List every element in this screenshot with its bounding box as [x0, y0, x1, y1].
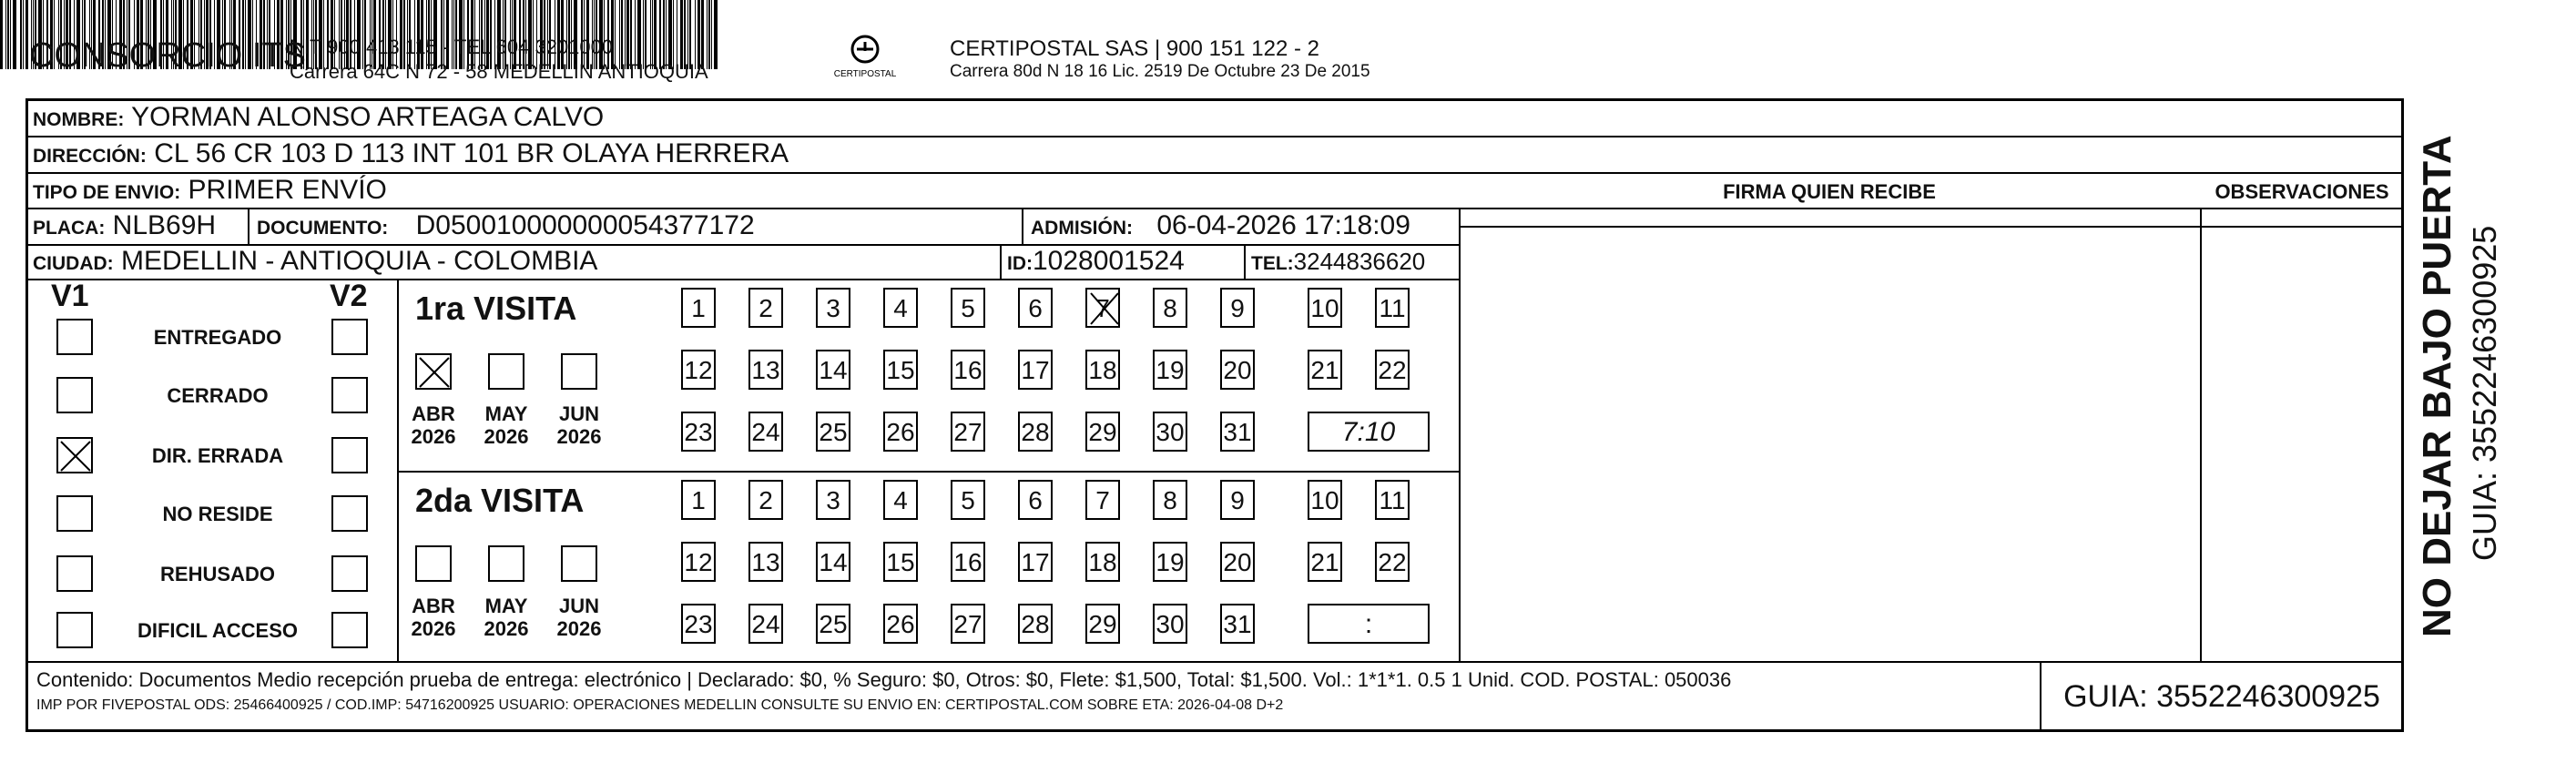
day-box[interactable]: 2: [748, 288, 783, 328]
v1-checkbox-checked[interactable]: [56, 437, 93, 473]
placa-label: PLACA:: [33, 218, 106, 239]
v2-checkbox[interactable]: [331, 319, 368, 355]
day-box[interactable]: 13: [748, 542, 783, 582]
footer-contenido: Contenido: Documentos Medio recepción prueba de entrega: electrónico | Declarado: $0, % Seguro: $0, Otros: $0, Flete: $1,500, Total: $1,500. Vol.: 1*1*1. 0.5 1 Unid. COD. POSTAL: 050036: [36, 668, 1732, 691]
day-box[interactable]: 22: [1375, 350, 1410, 390]
row-divider: [397, 471, 1459, 473]
admision-value: 06-04-2026 17:18:09: [1156, 210, 1410, 240]
day-box[interactable]: 28: [1018, 604, 1053, 644]
v2-checkbox[interactable]: [331, 612, 368, 648]
month-year: 2026: [411, 425, 456, 448]
documento-label: DOCUMENTO:: [257, 218, 389, 239]
placa-cell: [33, 210, 216, 241]
month-label: [554, 595, 605, 640]
barcode-bar: [0, 0, 3, 69]
day-box[interactable]: 17: [1018, 350, 1053, 390]
day-box[interactable]: 12: [681, 350, 716, 390]
col-divider: [2200, 208, 2202, 661]
day-box[interactable]: 30: [1153, 412, 1187, 452]
certipostal-info: [950, 36, 1370, 82]
day-box[interactable]: 21: [1308, 350, 1342, 390]
day-box[interactable]: 4: [883, 480, 918, 520]
day-box[interactable]: 3: [816, 480, 850, 520]
footer-imp: IMP POR FIVEPOSTAL ODS: 25466400925 / COD.IMP: 54716200925 USUARIO: OPERACIONES MEDELLIN CONSULTE SU ENVIO EN: CERTIPOSTAL.COM SOBRE ETA: 2026-04-08 D+2: [36, 697, 1284, 713]
day-box[interactable]: 9: [1220, 288, 1255, 328]
v1-label: V1: [51, 279, 89, 313]
day-box[interactable]: 23: [681, 412, 716, 452]
reason-label: NO RESIDE: [162, 503, 273, 525]
day-number: 7: [1095, 294, 1110, 322]
month-name: ABR: [412, 595, 455, 617]
logo-text: CERTIPOSTAL: [833, 69, 897, 79]
v1-checkbox[interactable]: [56, 377, 93, 413]
tipo-value: PRIMER ENVÍO: [188, 175, 387, 205]
v2-checkbox[interactable]: [331, 437, 368, 473]
day-box[interactable]: 11: [1375, 288, 1410, 328]
reason-label: DIFICIL ACCESO: [137, 619, 298, 642]
col-divider: [1459, 208, 1461, 661]
month-name: JUN: [558, 595, 599, 617]
tel-label: TEL:: [1251, 253, 1294, 274]
day-box[interactable]: 6: [1018, 288, 1053, 328]
day-box[interactable]: 12: [681, 542, 716, 582]
day-box[interactable]: 15: [883, 350, 918, 390]
barcode-bar: [10, 0, 11, 69]
month-label: [481, 402, 532, 448]
day-box[interactable]: 5: [951, 480, 985, 520]
day-box[interactable]: 10: [1308, 288, 1342, 328]
month-year: 2026: [556, 425, 602, 448]
month-name: ABR: [412, 402, 455, 425]
day-box[interactable]: 27: [951, 412, 985, 452]
day-box[interactable]: 9: [1220, 480, 1255, 520]
v2-checkbox[interactable]: [331, 377, 368, 413]
reason-label: REHUSADO: [160, 563, 275, 585]
direccion-label: DIRECCIÓN:: [33, 146, 147, 167]
day-box[interactable]: 19: [1153, 542, 1187, 582]
id-cell: [1007, 246, 1185, 277]
nombre-label: NOMBRE:: [33, 109, 125, 130]
side-warning: NO DEJAR BAJO PUERTA: [2415, 135, 2459, 637]
day-box[interactable]: 20: [1220, 350, 1255, 390]
admision-cell: [1031, 210, 1410, 241]
day-box[interactable]: 4: [883, 288, 918, 328]
reason-label: CERRADO: [167, 384, 269, 407]
month-year: 2026: [484, 425, 529, 448]
month-label: [408, 595, 459, 640]
v1-checkbox[interactable]: [56, 319, 93, 355]
barcode-bar: [25, 0, 28, 69]
day-box[interactable]: 24: [748, 412, 783, 452]
licence-line: Carrera 80d N 18 16 Lic. 2519 De Octubre 23 De 2015: [950, 62, 1370, 81]
day-box[interactable]: 15: [883, 542, 918, 582]
day-box[interactable]: 16: [951, 350, 985, 390]
day-box[interactable]: 8: [1153, 288, 1187, 328]
day-box[interactable]: 18: [1085, 350, 1120, 390]
company-info: [290, 35, 708, 84]
barcode-bar: [20, 0, 22, 69]
month-checkbox[interactable]: [415, 545, 452, 582]
firma-header: FIRMA QUIEN RECIBE: [1723, 180, 1936, 203]
row-divider: [25, 172, 2404, 174]
day-box[interactable]: 30: [1153, 604, 1187, 644]
ciudad-value: MEDELLIN - ANTIOQUIA - COLOMBIA: [121, 246, 598, 276]
month-year: 2026: [411, 617, 456, 640]
month-label: [554, 402, 605, 448]
day-box[interactable]: 8: [1153, 480, 1187, 520]
v2-checkbox[interactable]: [331, 555, 368, 592]
day-box[interactable]: 10: [1308, 480, 1342, 520]
v1-checkbox[interactable]: [56, 495, 93, 532]
month-checkbox[interactable]: [561, 545, 597, 582]
time-box[interactable]: :: [1308, 604, 1430, 644]
month-checkbox[interactable]: [488, 545, 524, 582]
tipo-label: TIPO DE ENVIO:: [33, 182, 181, 203]
day-box[interactable]: 31: [1220, 604, 1255, 644]
barcode-bar: [5, 0, 6, 69]
day-box[interactable]: 29: [1085, 412, 1120, 452]
side-guia: GUIA: 3552246300925: [2466, 225, 2503, 561]
day-box[interactable]: 1: [681, 480, 716, 520]
day-box[interactable]: [1085, 288, 1120, 328]
month-name: JUN: [558, 402, 599, 425]
v2-label: V2: [330, 279, 368, 313]
month-year: 2026: [556, 617, 602, 640]
v1-checkbox[interactable]: [56, 555, 93, 592]
nit-line: NIT 900 413 115 - TEL 604 3201000: [290, 36, 614, 58]
month-label: [481, 595, 532, 640]
day-box[interactable]: 21: [1308, 542, 1342, 582]
col-divider: [1244, 244, 1246, 279]
barcode-bar: [711, 0, 712, 69]
day-box[interactable]: 18: [1085, 542, 1120, 582]
barcode-bar: [23, 0, 24, 69]
documento-cell: [257, 210, 755, 241]
row-divider: [25, 661, 2404, 663]
day-box[interactable]: 24: [748, 604, 783, 644]
certipostal-logo-icon: [833, 31, 897, 89]
documento-value: D050010000000054377172: [415, 210, 755, 240]
day-box[interactable]: 16: [951, 542, 985, 582]
col-divider: [248, 208, 249, 244]
day-box[interactable]: 20: [1220, 542, 1255, 582]
col-divider: [397, 279, 399, 661]
month-checkbox[interactable]: [415, 353, 452, 390]
day-box[interactable]: 3: [816, 288, 850, 328]
month-label: [408, 402, 459, 448]
col-divider: [1000, 244, 1002, 279]
day-box[interactable]: 28: [1018, 412, 1053, 452]
month-checkbox[interactable]: [488, 353, 524, 390]
barcode-bar: [7, 0, 9, 69]
row-divider: [1459, 226, 2404, 228]
tipo-row: [33, 175, 387, 206]
time-box[interactable]: 7:10: [1308, 412, 1430, 452]
reason-label: ENTREGADO: [153, 326, 282, 349]
day-box[interactable]: 22: [1375, 542, 1410, 582]
tel-cell: [1251, 248, 1425, 276]
day-box[interactable]: 27: [951, 604, 985, 644]
day-box[interactable]: 26: [883, 412, 918, 452]
tel-value: 3244836620: [1293, 248, 1426, 275]
day-box[interactable]: 25: [816, 412, 850, 452]
address-line: Carrera 64C N 72 - 58 MEDELLIN ANTIOQUIA: [290, 60, 708, 83]
footer-guia: GUIA: 3552246300925: [2063, 679, 2380, 714]
company-name: CONSORCIO ITS: [29, 36, 307, 75]
day-box[interactable]: 31: [1220, 412, 1255, 452]
day-box[interactable]: 17: [1018, 542, 1053, 582]
direccion-value: CL 56 CR 103 D 113 INT 101 BR OLAYA HERRERA: [154, 138, 789, 168]
day-box[interactable]: 2: [748, 480, 783, 520]
row-divider: [25, 279, 1459, 280]
ciudad-cell: [33, 246, 597, 277]
visit-title: 1ra VISITA: [415, 290, 577, 327]
month-year: 2026: [484, 617, 529, 640]
day-box[interactable]: 25: [816, 604, 850, 644]
day-box[interactable]: 11: [1375, 480, 1410, 520]
row-divider: [25, 136, 2404, 137]
month-checkbox[interactable]: [561, 353, 597, 390]
ciudad-label: CIUDAD:: [33, 253, 114, 274]
day-box[interactable]: 26: [883, 604, 918, 644]
placa-value: NLB69H: [112, 210, 217, 240]
observaciones-header: OBSERVACIONES: [2215, 180, 2389, 203]
admision-label: ADMISIÓN:: [1031, 218, 1133, 239]
id-value: 1028001524: [1033, 246, 1185, 276]
barcode-bar: [708, 0, 710, 69]
col-divider: [1022, 208, 1023, 244]
day-box[interactable]: 19: [1153, 350, 1187, 390]
row-divider: [25, 208, 2404, 209]
day-box[interactable]: 13: [748, 350, 783, 390]
day-box[interactable]: 6: [1018, 480, 1053, 520]
day-box[interactable]: 23: [681, 604, 716, 644]
id-label: ID:: [1007, 253, 1033, 274]
barcode-bar: [714, 0, 718, 69]
month-name: MAY: [484, 402, 528, 425]
day-box[interactable]: 14: [816, 350, 850, 390]
day-box[interactable]: 7: [1085, 480, 1120, 520]
day-box[interactable]: 1: [681, 288, 716, 328]
day-box[interactable]: 5: [951, 288, 985, 328]
nombre-row: [33, 102, 604, 133]
certipostal-line: CERTIPOSTAL SAS | 900 151 122 - 2: [950, 36, 1319, 61]
v2-checkbox[interactable]: [331, 495, 368, 532]
day-box[interactable]: 14: [816, 542, 850, 582]
reason-label: DIR. ERRADA: [151, 444, 284, 467]
v1-checkbox[interactable]: [56, 612, 93, 648]
day-box[interactable]: 29: [1085, 604, 1120, 644]
nombre-value: YORMAN ALONSO ARTEAGA CALVO: [131, 102, 605, 132]
month-name: MAY: [484, 595, 528, 617]
barcode-bar: [13, 0, 16, 69]
direccion-row: [33, 138, 789, 169]
visit-title: 2da VISITA: [415, 482, 585, 519]
